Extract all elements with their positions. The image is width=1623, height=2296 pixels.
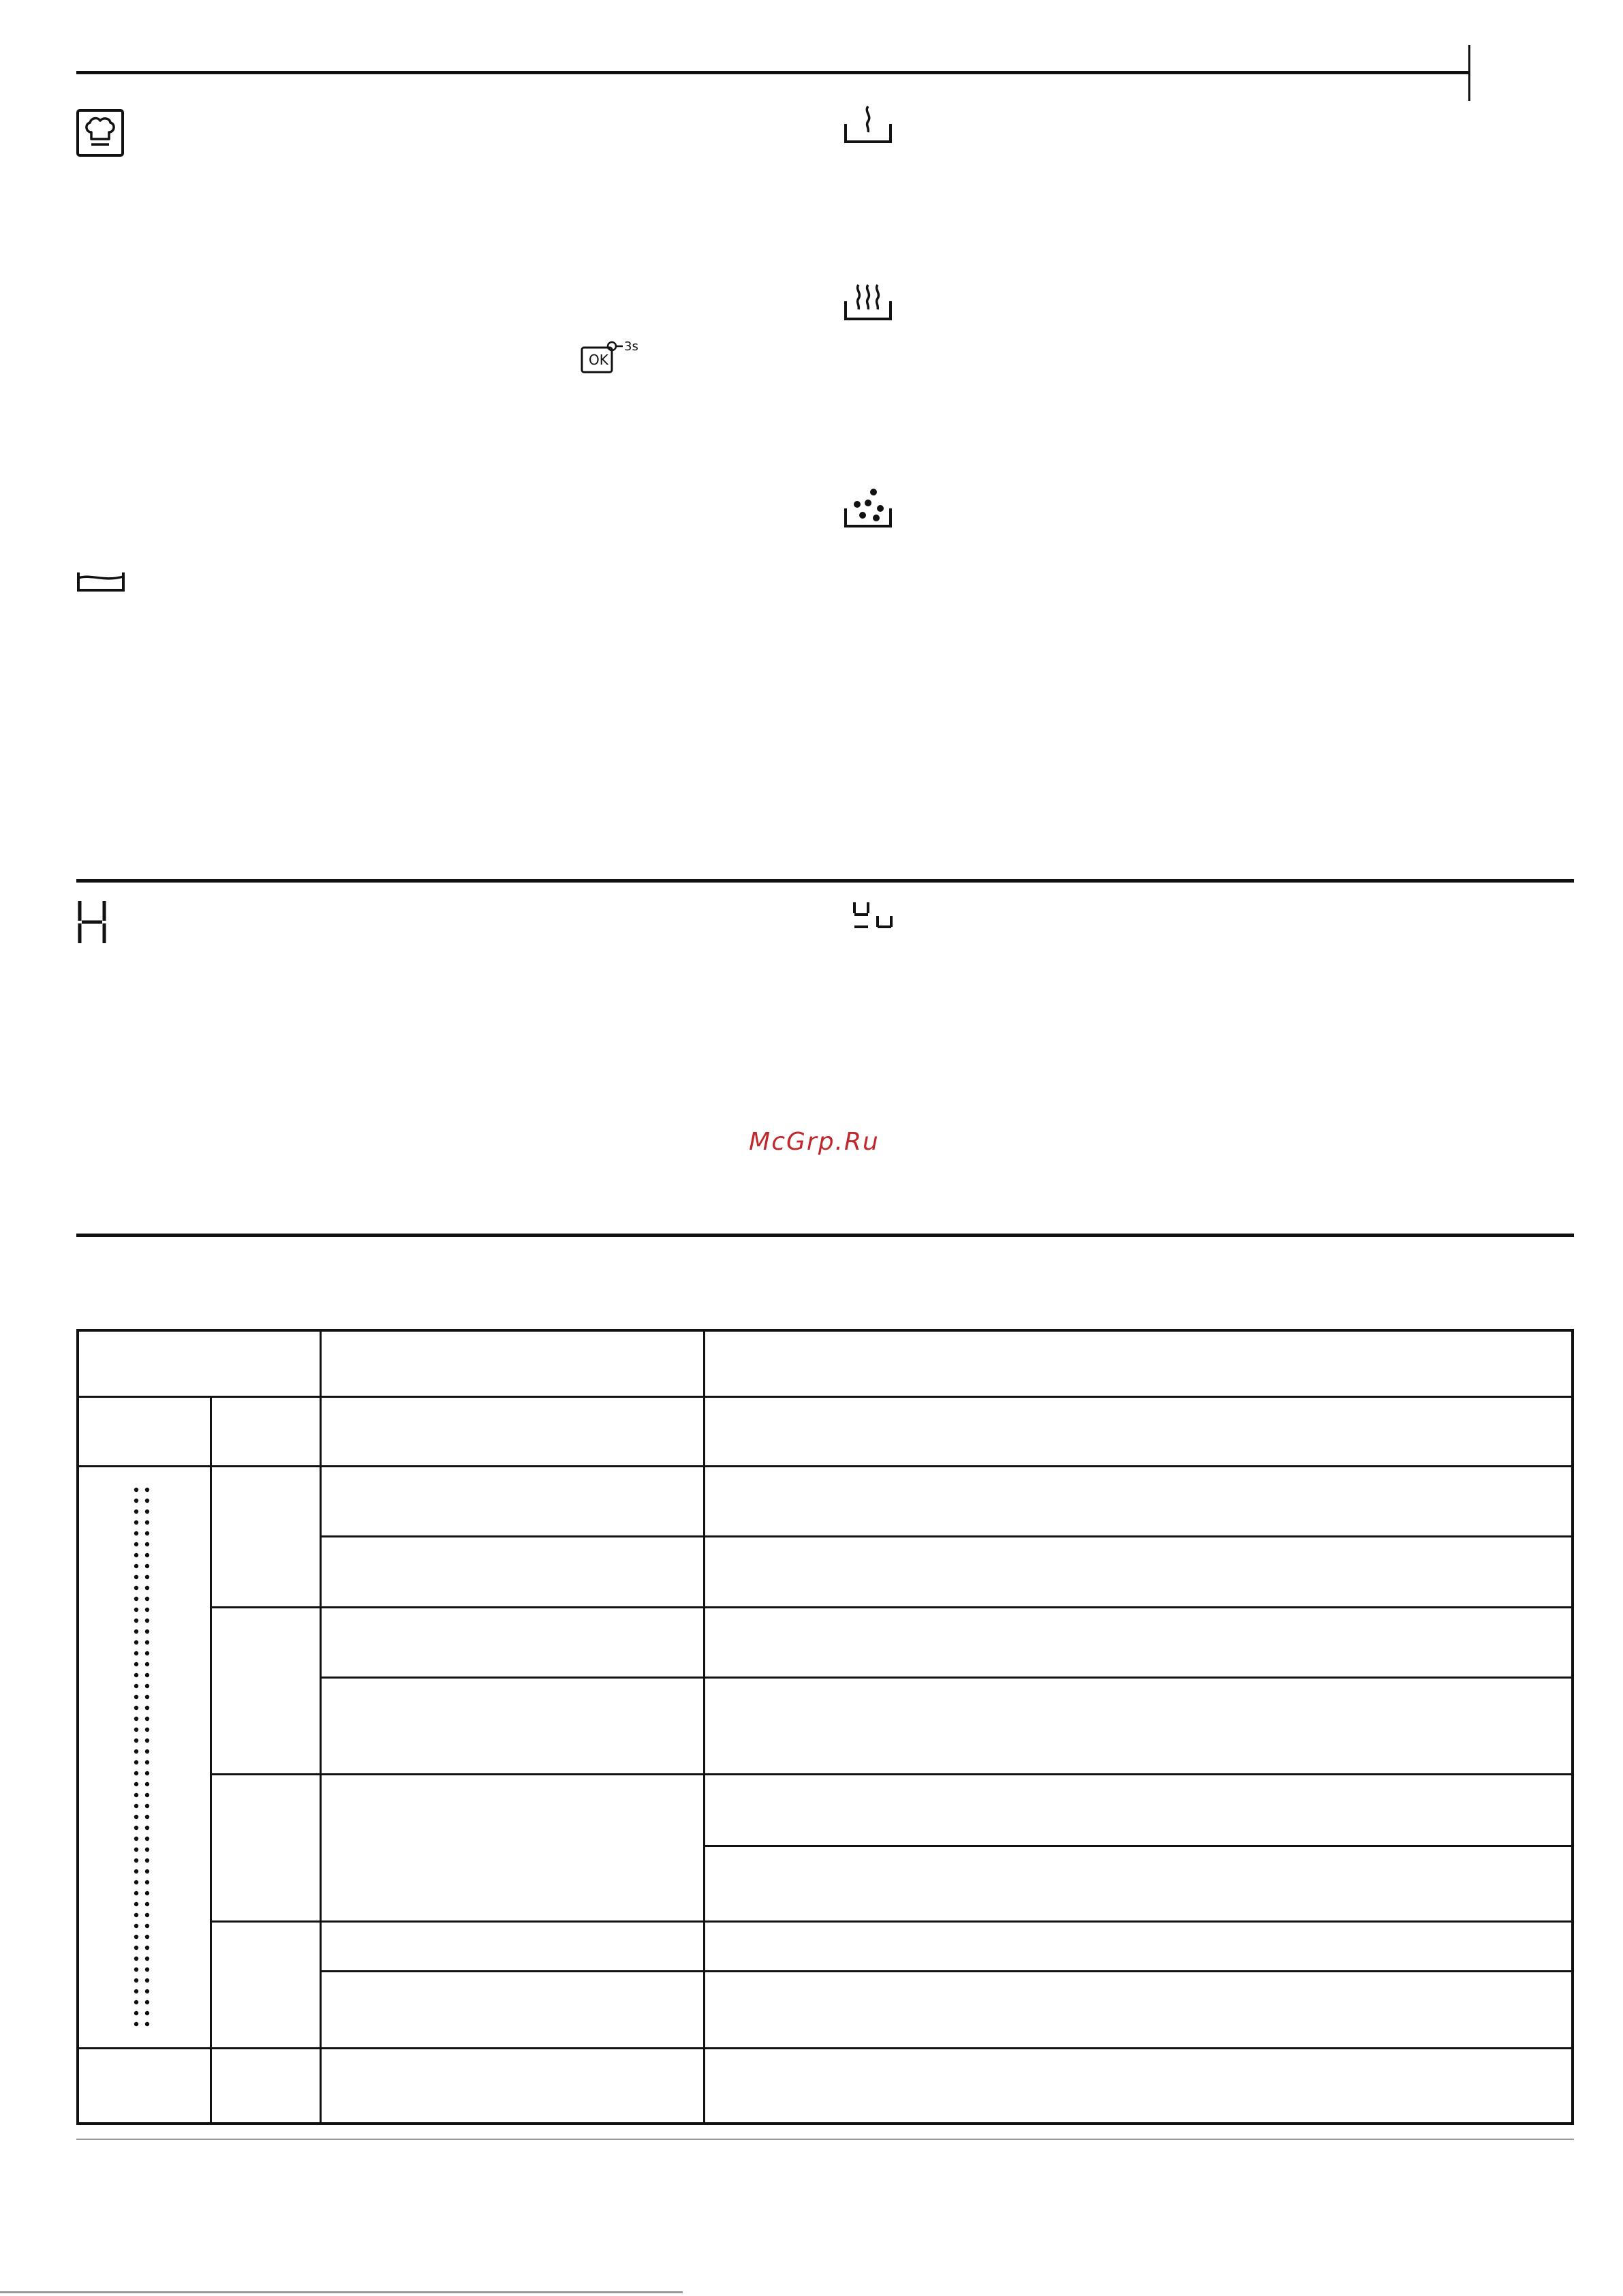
dotted-level-indicator [131,1486,158,2031]
particles-icon [844,485,893,532]
watermark: McGrp.Ru [749,1128,880,1156]
section-rule-middle [76,879,1574,883]
ok-hold-duration: 3s [624,339,638,354]
settings-table [76,1329,1574,2125]
bottom-edge-rule [0,2291,683,2293]
single-steam-icon [844,104,893,147]
col-divider-3 [703,1329,705,2125]
col-divider-2 [320,1329,322,2125]
subrow-divider-3 [703,1845,1574,1847]
table-border-left [76,1329,79,2125]
table-border-top [76,1329,1574,1332]
subrow-divider-1 [320,1535,1574,1537]
col-divider-1 [210,1396,212,2125]
row-divider-subheader [76,1465,1574,1467]
footer-rule [76,2139,1574,2140]
row-divider-header [76,1396,1574,1398]
table-border-right [1571,1329,1574,2125]
header-tick [1468,45,1470,101]
ok-key-label: OK [589,352,608,368]
chef-hat-icon [76,109,125,161]
subrow-divider-4 [320,1970,1574,1972]
segment-h-icon [76,900,108,947]
group-divider-3 [210,1920,1574,1923]
header-rule [76,71,1470,74]
container-level-icon [76,570,125,596]
segment-display-icon [852,901,894,932]
group-divider-1 [210,1606,1574,1608]
subrow-divider-2 [320,1677,1574,1679]
table-border-bottom [76,2122,1574,2125]
group-divider-2 [210,1773,1574,1775]
row-divider-last [76,2047,1574,2049]
triple-steam-icon [844,281,893,324]
section-rule-lower [76,1234,1574,1237]
